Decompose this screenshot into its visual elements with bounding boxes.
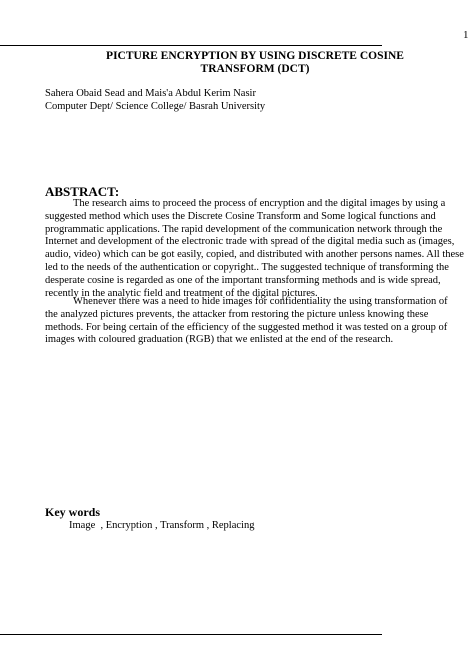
author-block [45, 87, 265, 113]
text-line: methods. For being certain of the efficiency of the suggested method it was tested on a group of [45, 321, 448, 333]
text-line: Whenever there was a need to hide images for confidentiality the using transformation of [73, 296, 448, 307]
text-line: programmatic applications. The rapid development of the communication network through the [45, 223, 443, 235]
text-line: images with coloured graduation (RGB) that we enlisted at the end of the research. [45, 334, 394, 346]
bottom-rule [0, 634, 382, 635]
text-line: audio, video) which can be got easily, copied, and distributed with another persons names. All these [45, 249, 464, 261]
text-line: led to the needs of the authentication or copyright.. The suggested technique of transforming the [45, 261, 449, 273]
title-line: PICTURE ENCRYPTION BY USING DISCRETE COSINE [106, 50, 404, 62]
abstract-paragraph-2 [45, 296, 448, 347]
author-affiliation: Computer Dept/ Science College/ Basrah University [45, 101, 266, 112]
title-line: TRANSFORM (DCT) [200, 63, 310, 75]
abstract-paragraph-1 [45, 198, 464, 300]
keywords-list: Image , Encryption , Transform , Replacing [69, 520, 255, 531]
paper-title [100, 50, 410, 76]
text-line: desperate cosine is regarded as one of the important transforming methods and is wide spread, [45, 274, 441, 286]
text-line: recently in the analytic field and treatment of the digital pictures. [45, 287, 318, 299]
keywords-heading: Key words [45, 505, 100, 519]
text-line: Internet and development of the electronic trade with spread of the digital media such as (images, [45, 236, 455, 248]
author-names: Sahera Obaid Sead and Mais'a Abdul Kerim Nasir [45, 88, 256, 99]
page-number: 1 [463, 29, 469, 41]
text-line: suggested method which uses the Discrete Cosine Transform and Some logical functions and [45, 210, 436, 222]
text-line: the analyzed pictures prevents, the attacker from restoring the picture unless knowing these [45, 308, 429, 320]
text-line: The research aims to proceed the process of encryption and the digital images by using a [73, 198, 446, 209]
top-rule [0, 45, 382, 46]
abstract-heading: ABSTRACT: [45, 184, 120, 199]
